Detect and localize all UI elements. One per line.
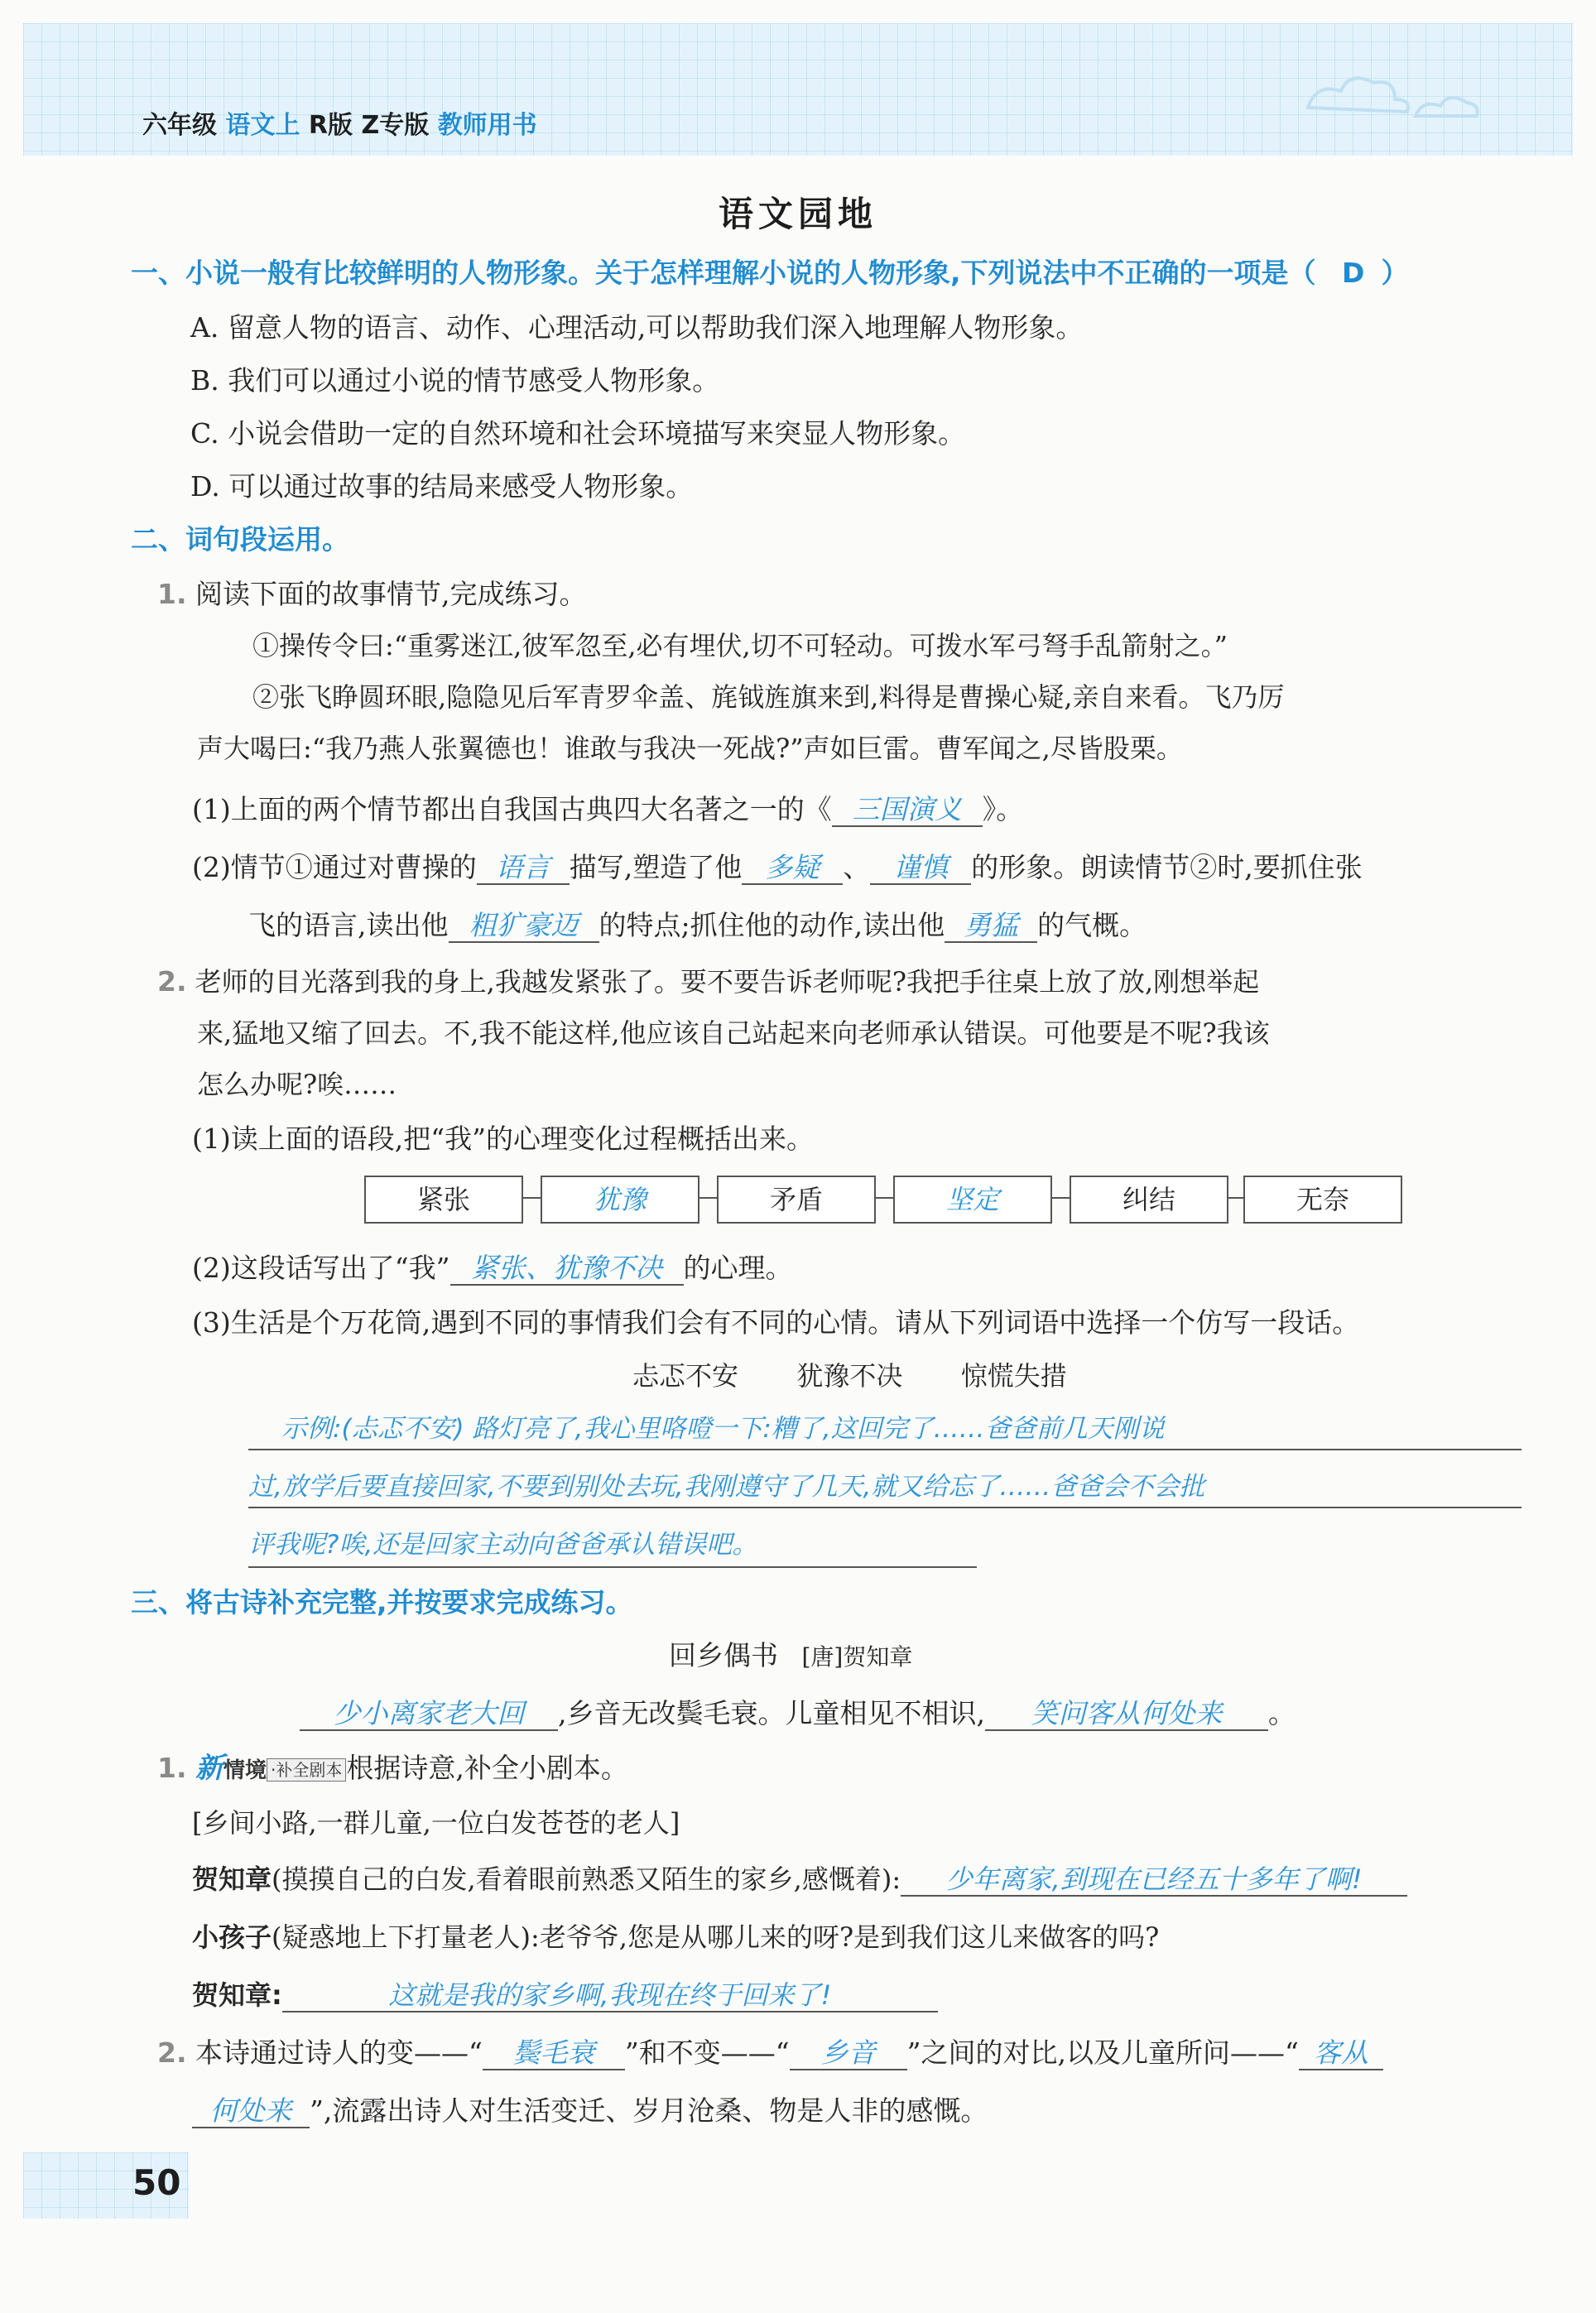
chain-box-1: 紧张 xyxy=(364,1176,523,1224)
passage-1: ①操传令曰:“重雾迷江,彼军忽至,必有埋伏,切不可轻动。可拨水军弓弩手乱箭射之。” xyxy=(252,630,1228,661)
s2q2-para-a-text: 老师的目光落到我的身上,我越发紧张了。要不要告诉老师呢?我把手往桌上放了放,刚想举起 xyxy=(195,966,1260,998)
poem-line-end: 。 xyxy=(1267,1697,1296,1729)
chain-box-4-answer: 坚定 xyxy=(893,1176,1052,1224)
script-tag: ·补全剧本 xyxy=(267,1758,346,1782)
poem-answer-1: 少小离家老大回 xyxy=(300,1698,558,1731)
script-line-3 xyxy=(192,1979,938,2012)
poem-author: [唐]贺知章 xyxy=(801,1643,913,1671)
section2-label: 二、词句段运用。 xyxy=(131,523,349,555)
scenario-tag: 情境 xyxy=(224,1758,267,1783)
s2q2-sub2-post: 的心理。 xyxy=(683,1252,793,1284)
script-line-1 xyxy=(192,1863,1407,1897)
chain-box-5: 纠结 xyxy=(1070,1176,1228,1224)
poem-answer-2: 笑问客从何处来 xyxy=(985,1698,1268,1731)
section1-label: 一、 xyxy=(131,257,185,289)
option-c-letter: C. xyxy=(190,417,219,450)
chain-box-6: 无奈 xyxy=(1243,1176,1402,1224)
s3q2-line-1 xyxy=(157,2036,1383,2070)
example-line-2: 过,放学后要直接回家,不要到别处去玩,我刚遵守了几天,就又给忘了……爸爸会不会批 xyxy=(248,1472,1205,1502)
page-number: 50 xyxy=(132,2162,181,2203)
s2q1-sub1-pre: (1)上面的两个情节都出自我国古典四大名著之一的《 xyxy=(192,793,832,825)
word-choice-2: 犹豫不决 xyxy=(796,1360,903,1392)
option-d-text: 可以通过故事的结局来感受人物形象。 xyxy=(228,470,694,503)
s2q1-sub2-cont xyxy=(248,909,1147,943)
section3-label: 三、将古诗补充完整,并按要求完成练习。 xyxy=(131,1586,633,1618)
s2q1-sub2-g: 的气概。 xyxy=(1037,909,1147,941)
s3q2-a: 本诗通过诗人的变——“ xyxy=(195,2036,483,2069)
answer-rule xyxy=(248,1507,1521,1508)
header-grade: 六年级 xyxy=(142,111,217,140)
s2q2-sub2-pre: (2)这段话写出了“我” xyxy=(192,1252,450,1284)
chain-connector xyxy=(874,1197,894,1199)
word-choice-3: 惊慌失措 xyxy=(960,1360,1067,1392)
header-book-type: 教师用书 xyxy=(437,111,537,140)
poem-line xyxy=(300,1697,1296,1731)
s3q2-answer-3a: 客从 xyxy=(1299,2037,1383,2070)
s2q1-sub2-b: 描写,塑造了他 xyxy=(569,851,743,883)
answer-yongmeng: 勇猛 xyxy=(945,910,1037,943)
s3q2-d: ”,流露出诗人对生活变迁、岁月沧桑、物是人非的感慨。 xyxy=(310,2094,988,2127)
answer-yuyan: 语言 xyxy=(477,852,570,885)
s2q1-sub2-c: 、 xyxy=(843,851,871,883)
option-a-text: 留意人物的语言、动作、心理活动,可以帮助我们深入地理解人物形象。 xyxy=(227,311,1084,344)
s3q2-b: ”和不变——“ xyxy=(624,2036,790,2069)
s2q2-num: 2. xyxy=(157,965,187,998)
s2q2-sub3: (3)生活是个万花筒,遇到不同的事情我们会有不同的心情。请从下列词语中选择一个仿写一段话。 xyxy=(192,1306,1360,1339)
s3q2-answer-2: 乡音 xyxy=(790,2037,907,2070)
answer-sanguo: 三国演义 xyxy=(832,794,983,827)
s2q2-sub2 xyxy=(192,1252,793,1286)
s3q1-num: 1. xyxy=(157,1752,187,1784)
script-answer-1: 少年离家,到现在已经五十多年了啊! xyxy=(901,1863,1407,1897)
section1-answer: D xyxy=(1342,257,1365,289)
section1-question-text: 小说一般有比较鲜明的人物形象。关于怎样理解小说的人物形象,下列说法中不正确的一项是（ xyxy=(185,257,1316,289)
option-d xyxy=(190,470,693,503)
s2q2-sub1: (1)读上面的语段,把“我”的心理变化过程概括出来。 xyxy=(192,1123,814,1155)
passage-2b: 声大喝曰:“我乃燕人张翼德也！谁敢与我决一死战?”声如巨雷。曹军闻之,尽皆股栗。 xyxy=(197,733,1183,764)
chain-connector xyxy=(1050,1197,1070,1199)
s2q1-num: 1. xyxy=(157,578,187,610)
answer-jinshen: 谨慎 xyxy=(870,852,971,885)
mood-chain xyxy=(364,1176,1401,1225)
example-line-1: 示例:(忐忑不安) 路灯亮了,我心里咯噔一下:糟了,这回完了……爸爸前几天刚说 xyxy=(281,1414,1165,1444)
option-b-text: 我们可以通过小说的情节感受人物形象。 xyxy=(228,364,720,397)
option-b-letter: B. xyxy=(190,364,219,397)
poem-title: 回乡偶书 xyxy=(669,1639,778,1671)
header-title xyxy=(142,104,537,141)
s2q1-stem xyxy=(157,578,587,611)
s3q1-stem xyxy=(157,1752,628,1787)
poem-heading xyxy=(669,1639,912,1674)
option-c-text: 小说会借助一定的自然环境和社会环境描写来突显人物形象。 xyxy=(228,417,966,450)
script-answer-2: 这就是我的家乡啊,我现在终于回来了! xyxy=(282,1979,938,2012)
cloud-decoration-icon xyxy=(1291,58,1490,132)
s3q2-num: 2. xyxy=(157,2036,187,2069)
s3q2-line-2 xyxy=(192,2094,988,2128)
stage-direction: [乡间小路,一群儿童,一位白发苍苍的老人] xyxy=(192,1807,680,1839)
poem-line-mid: ,乡音无改鬓毛衰。儿童相见不相识, xyxy=(558,1697,985,1729)
answer-duoyi: 多疑 xyxy=(742,852,843,885)
s2q1-sub2-f: 的特点;抓住他的动作,读出他 xyxy=(598,909,945,941)
answer-jinzhang: 紧张、犹豫不决 xyxy=(450,1253,684,1286)
s2q1-sub2-d: 的形象。朗读情节②时,要抓住张 xyxy=(971,851,1363,883)
option-d-letter: D. xyxy=(190,470,220,503)
s2q2-para-a xyxy=(157,965,1259,998)
s2q2-para-c: 怎么办呢?唉…… xyxy=(197,1069,397,1100)
passage-2a: ②张飞睁圆环眼,隐隐见后军青罗伞盖、旄钺旌旗来到,料得是曹操心疑,亲自来看。飞乃厉 xyxy=(252,681,1285,713)
option-c xyxy=(190,417,965,450)
chain-connector xyxy=(698,1197,718,1199)
s2q1-sub1 xyxy=(192,793,1023,827)
s3q2-c: ”之间的对比,以及儿童所问——“ xyxy=(906,2036,1299,2069)
option-a xyxy=(190,311,1083,344)
role-hezhizhang-2: 贺知章: xyxy=(192,1979,282,2011)
s2q1-text: 阅读下面的故事情节,完成练习。 xyxy=(195,578,587,610)
word-choice-1: 忐忑不安 xyxy=(632,1360,739,1392)
header-special: Z专版 xyxy=(361,111,430,140)
answer-rule xyxy=(248,1566,977,1568)
section1-close: ） xyxy=(1381,257,1409,289)
word-choices xyxy=(632,1359,1067,1392)
example-line-3: 评我呢?唉,还是回家主动向爸爸承认错误吧。 xyxy=(248,1530,758,1560)
section1-question xyxy=(131,257,1408,290)
s2q1-sub2 xyxy=(192,851,1363,885)
s2q2-para-b: 来,猛地又缩了回去。不,我不能这样,他应该自己站起来向老师承认错误。可他要是不呢?我该 xyxy=(197,1017,1270,1049)
s2q1-sub1-post: 》。 xyxy=(982,793,1024,825)
page-title: 语文园地 xyxy=(718,194,877,234)
answer-cukuang: 粗犷豪迈 xyxy=(449,910,599,943)
chain-connector xyxy=(522,1197,541,1199)
chain-box-2-answer: 犹豫 xyxy=(541,1176,699,1224)
option-a-letter: A. xyxy=(190,311,219,344)
header-edition: R版 xyxy=(308,111,353,140)
s2q1-sub2-a: (2)情节①通过对曹操的 xyxy=(192,851,477,883)
script-line-1-direction: (摸摸自己的白发,看着眼前熟悉又陌生的家乡,感慨着): xyxy=(272,1863,901,1895)
script-line-2-text: (疑惑地上下打量老人):老爷爷,您是从哪儿来的呀?是到我们这儿来做客的吗? xyxy=(272,1921,1160,1953)
s3q2-answer-3b: 何处来 xyxy=(192,2095,310,2128)
script-line-2 xyxy=(192,1921,1159,1954)
answer-rule xyxy=(248,1449,1521,1450)
s3q2-answer-1: 鬓毛衰 xyxy=(483,2037,625,2070)
header-subject: 语文上 xyxy=(225,111,300,140)
option-b xyxy=(190,364,719,397)
role-hezhizhang: 贺知章 xyxy=(192,1863,272,1895)
role-child: 小孩子 xyxy=(192,1921,272,1953)
s2q1-sub2-e: 飞的语言,读出他 xyxy=(248,909,449,941)
new-tag: 新 xyxy=(195,1752,224,1785)
s3q1-text: 根据诗意,补全小剧本。 xyxy=(346,1752,628,1784)
chain-box-3: 矛盾 xyxy=(717,1176,876,1224)
